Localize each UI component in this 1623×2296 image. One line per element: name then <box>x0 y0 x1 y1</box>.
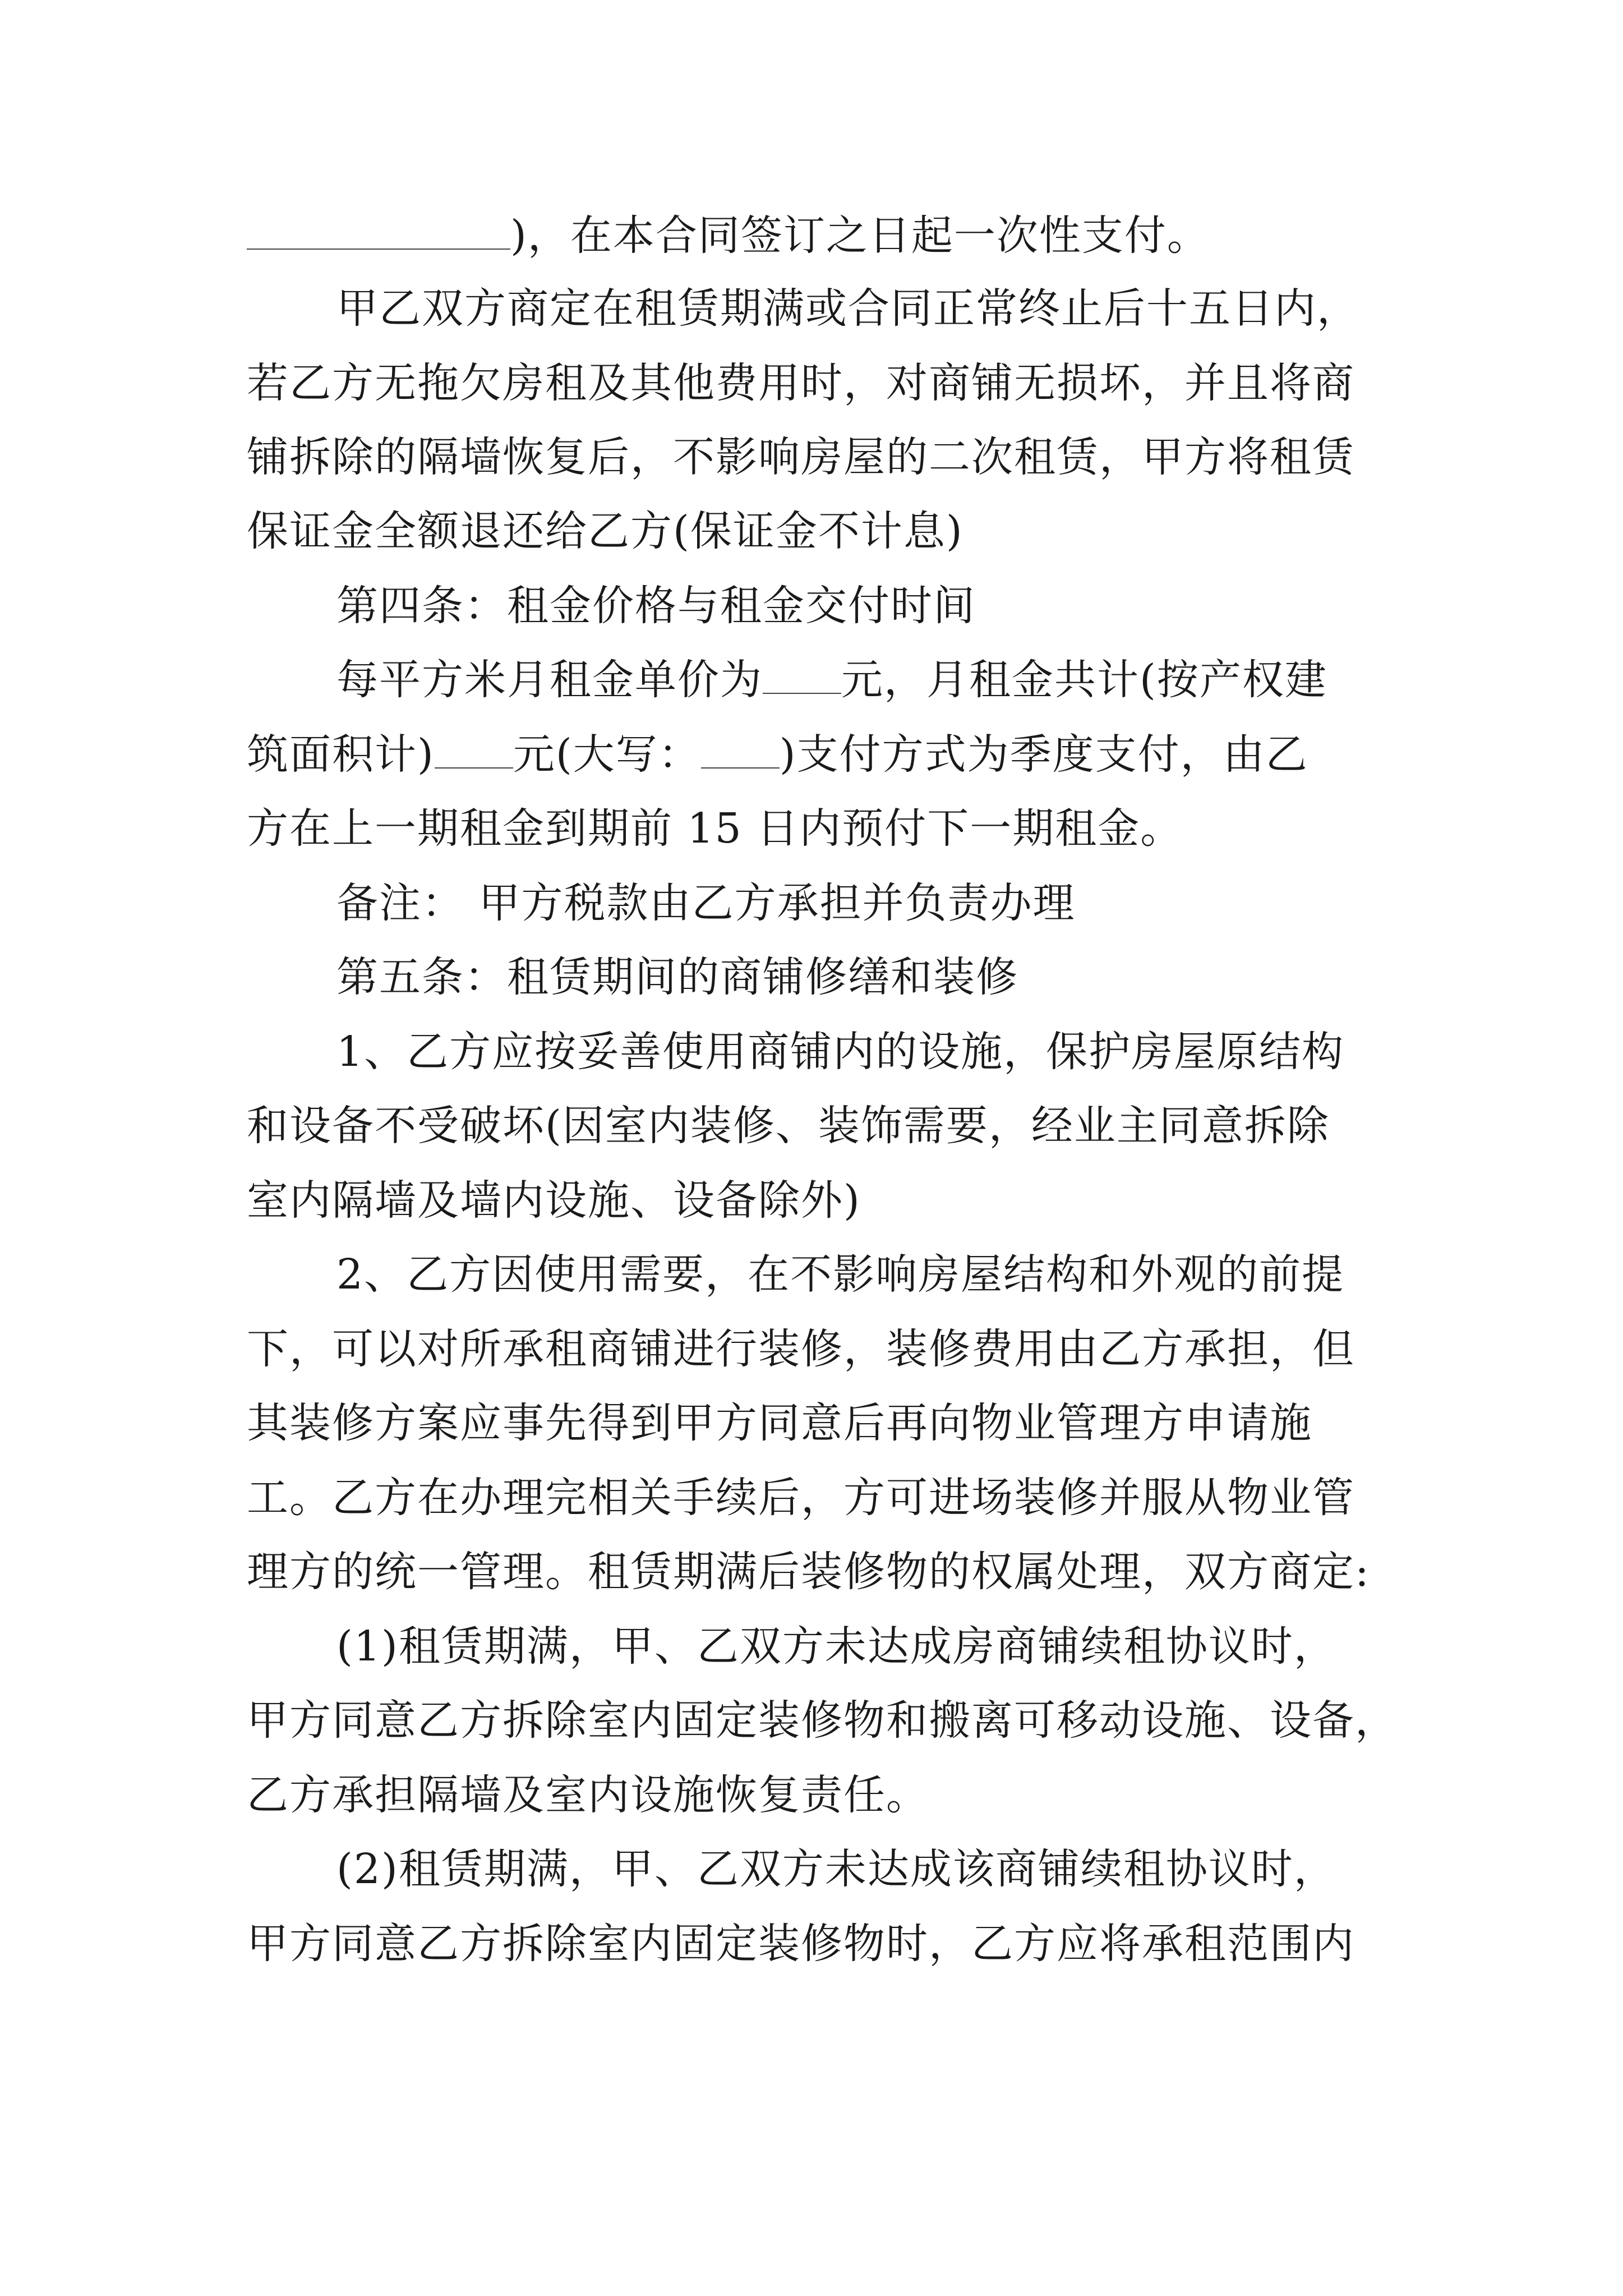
text-line-16: 下，可以对所承租商铺进行装修，装修费用由乙方承担，但 <box>247 1325 1355 1373</box>
text-line-19: 理方的统一管理。租赁期满后装修物的权属处理，双方商定: <box>247 1548 1370 1596</box>
text-line-8: 筑面积计) 元(大写： )支付方式为季度支付，由乙 <box>247 730 1308 779</box>
text-line-22: 乙方承担隔墙及室内设施恢复责任。 <box>247 1771 929 1819</box>
remark-line: 备注： 甲方税款由乙方承担并负责办理 <box>336 879 1076 927</box>
text-line-18: 工。乙方在办理完相关手续后，方可进场装修并服从物业管 <box>247 1474 1355 1522</box>
fill-in-blank <box>435 730 513 769</box>
text-line-2: 甲乙双方商定在租赁期满或合同正常终止后十五日内， <box>336 284 1359 333</box>
text-line-12: 1、乙方应按妥善使用商铺内的设施，保护房屋原结构 <box>336 1028 1345 1076</box>
text-line-15: 2、乙方因使用需要，在不影响房屋结构和外观的前提 <box>336 1250 1345 1299</box>
fill-in-blank <box>701 730 780 769</box>
text-line-9: 方在上一期租金到期前 15 日内预付下一期租金。 <box>247 804 1183 853</box>
text-line-17: 其装修方案应事先得到甲方同意后再向物业管理方申请施 <box>247 1399 1312 1447</box>
fill-in-blank <box>763 656 841 694</box>
text-line-13: 和设备不受破坏(因室内装修、装饰需要，经业主同意拆除 <box>247 1102 1330 1150</box>
text-line-1: )，在本合同签订之日起一次性支付。 <box>247 210 1402 261</box>
text-line-23: (2)租赁期满，甲、乙双方未达成该商铺续租协议时， <box>336 1845 1336 1893</box>
text-line-14: 室内隔墙及墙内设施、设备除外) <box>247 1176 861 1225</box>
text-line-5: 保证金全额退还给乙方(保证金不计息) <box>247 507 963 555</box>
text-line-20: (1)租赁期满，甲、乙双方未达成房商铺续租协议时， <box>336 1622 1336 1671</box>
text-line-3: 若乙方无拖欠房租及其他费用时，对商铺无损坏，并且将商 <box>247 359 1355 407</box>
text-line-7: 每平方米月租金单价为 元，月租金共计(按产权建 <box>336 656 1327 704</box>
text-line-24: 甲方同意乙方拆除室内固定装修物时，乙方应将承租范围内 <box>247 1920 1355 1968</box>
text-line-21: 甲方同意乙方拆除室内固定装修物和搬离可移动设施、设备， <box>247 1696 1398 1745</box>
section-heading-article-4: 第四条：租金价格与租金交付时间 <box>336 582 976 630</box>
fill-in-blank <box>247 211 510 250</box>
section-heading-article-5: 第五条：租赁期间的商铺修缮和装修 <box>336 953 1018 1001</box>
text-line-4: 铺拆除的隔墙恢复后，不影响房屋的二次租赁，甲方将租赁 <box>247 433 1355 481</box>
